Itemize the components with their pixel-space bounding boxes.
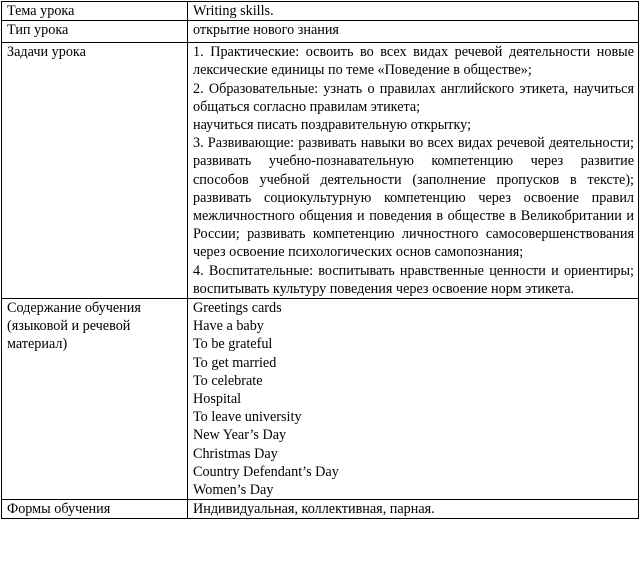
vocab-item: To celebrate xyxy=(193,372,263,389)
content-label: Содержание обучения (языковой и речевой материал) xyxy=(2,299,188,500)
vocab-item: Hospital xyxy=(193,391,242,408)
type-label: Тип урока xyxy=(2,21,188,43)
task-practical: 1. Практические: освоить во всех видах речевой деятельности новые лексические единицы по теме «Поведение в обществе»; xyxy=(193,44,634,79)
vocab-item: Have a baby xyxy=(193,318,264,335)
vocab-item: To get married xyxy=(193,354,277,371)
task-developing: 3. Развивающие: развивать навыки во всех видах речевой деятельности; развивать учебно-познавательную компетенцию через развитие способов учебной деятельности (заполнение пропусков в тексте); развивать социокультурную компетенцию через освоение правил межличностного общения и поведения в обществе в Великобритании и России; развивать компетенцию личностного самосовершенствования через освоение психологических основ самопознания; xyxy=(193,135,634,261)
row-topic xyxy=(2,2,639,21)
vocabulary-list xyxy=(188,299,639,500)
topic-value: Writing skills. xyxy=(188,2,639,21)
forms-value: Индивидуальная, коллективная, парная. xyxy=(188,500,639,519)
forms-label: Формы обучения xyxy=(2,500,188,519)
type-value: открытие нового знания xyxy=(188,21,639,43)
lesson-plan-table xyxy=(1,1,639,519)
task-upbringing: 4. Воспитательные: воспитывать нравственные ценности и ориентиры; воспитывать культуру поведения через освоение норм этикета. xyxy=(193,262,634,297)
vocab-item: To leave university xyxy=(193,409,302,426)
row-type xyxy=(2,21,639,43)
task-educational: 2. Образовательные: узнать о правилах английского этикета, научиться общаться согласно правилам этикета; xyxy=(193,80,634,115)
vocab-item: Greetings cards xyxy=(193,300,282,317)
task-educational-cont: научиться писать поздравительную открытку; xyxy=(193,117,472,134)
vocab-item: Christmas Day xyxy=(193,445,278,462)
tasks-list xyxy=(188,43,639,299)
row-tasks xyxy=(2,43,639,299)
vocab-item: Country Defendant’s Day xyxy=(193,463,339,480)
row-content xyxy=(2,299,639,500)
topic-label: Тема урока xyxy=(2,2,188,21)
vocab-item: New Year’s Day xyxy=(193,427,287,444)
row-forms xyxy=(2,500,639,519)
vocab-item: Women’s Day xyxy=(193,482,274,499)
tasks-label: Задачи урока xyxy=(2,43,188,299)
vocab-item: To be grateful xyxy=(193,336,273,353)
